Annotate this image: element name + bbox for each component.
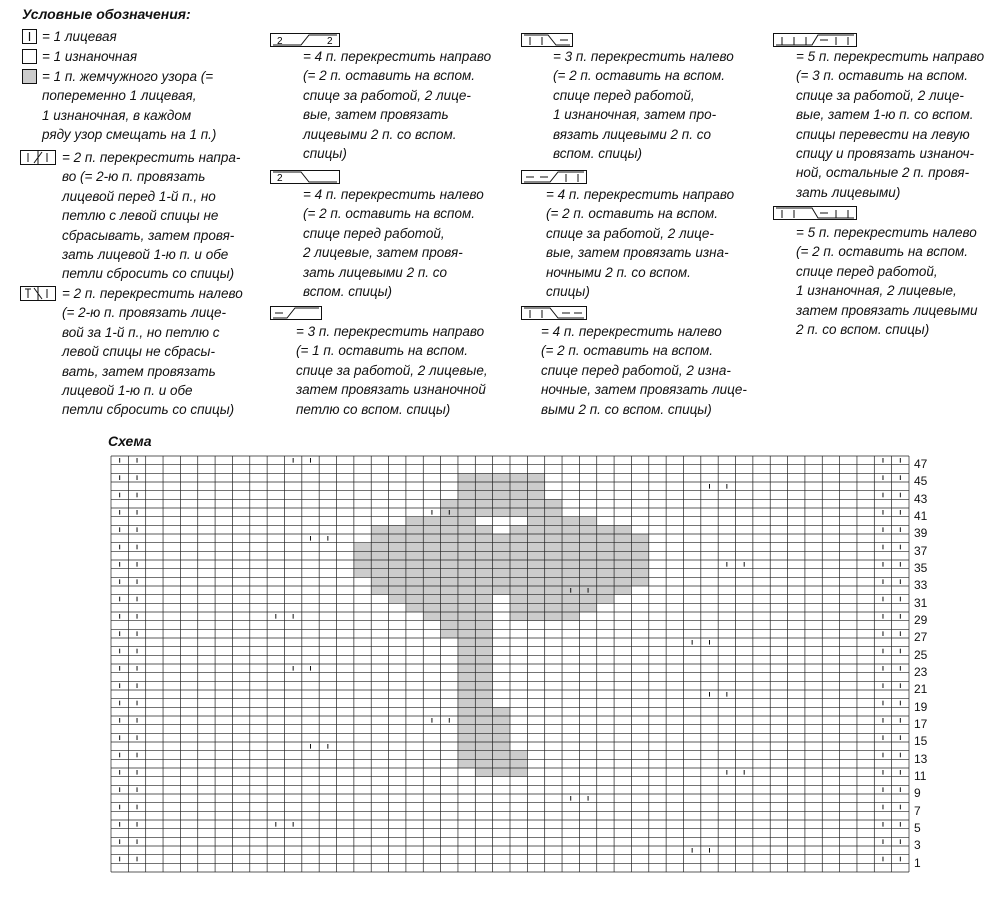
row-number: 7 [914,803,921,818]
row-number: 23 [914,665,928,679]
cross-2-right-icon [20,150,56,165]
legend-c4rp: = 4 п. перекрестить направо (= 2 п. оставить на вспом. спице за работой, 2 лице- вые, затем провязать изна- ночными 2 п. со вспом. спицы) [546,187,735,300]
scheme-title: Схема [108,433,152,449]
row-number: 31 [914,595,928,610]
legend-knit: = 1 лицевая [42,29,117,44]
legend-c5l: = 5 п. перекрестить налево (= 2 п. оставить на вспом. спице перед работой, 1 изнаночная, 2 лицевые, затем провязать лицевыми 2 п. со вспом. спицы) [796,225,978,338]
legend-c4l: = 4 п. перекрестить налево (= 2 п. оставить на вспом. спице перед работой, 2 лицевые, затем провя- зать лицевыми 2 п. со вспом. спицы) [303,187,484,300]
row-number: 29 [914,613,928,627]
cable-4-right-icon [270,33,340,47]
row-number: 25 [914,647,928,662]
chart-grid [110,455,910,873]
seed-stitch-area [354,473,649,776]
purl-symbol-icon [22,49,37,64]
cable-4-left-purl-icon [521,306,587,320]
legend-cr2l: = 2 п. перекрестить налево (= 2-ю п. провязать лице- вой за 1-й п., но петлю с левой спицы не сбрасы- вать, затем провязать лицевой 1-ю п. и обе петли сбросить со спицы) [62,286,243,418]
cross-2-left-icon [20,286,56,301]
cable-3-left-icon [521,33,573,47]
cable-5-left-icon [773,206,857,220]
row-number: 11 [914,769,927,783]
row-number: 5 [914,821,921,835]
row-number: 43 [914,491,928,506]
row-number: 21 [914,682,928,697]
legend-c3r: = 3 п. перекрестить направо (= 1 п. оставить на вспом. спице за работой, 2 лицевые, затем провязать изнаночной петлю со вспом. спицы) [296,324,488,417]
knit-symbol-icon [22,29,37,44]
legend-c3l: = 3 п. перекрестить налево (= 2 п. оставить на вспом. спице перед работой, 1 изнаночная, затем про- вязать лицевыми 2 п. со вспом. спицы) [553,49,734,162]
row-number: 35 [914,561,928,575]
legend-c5r: = 5 п. перекрестить направо (= 3 п. оставить на вспом. спице за работой, 2 лице- вые, затем 1-ю п. со вспом. спицы перевести на левую спицу и провязать изнаноч- ной, остальные 2 п. провя- зать лицевыми) [796,49,985,200]
row-number: 1 [914,855,921,870]
legend-c4r: = 4 п. перекрестить направо (= 2 п. оставить на вспом. спице за работой, 2 лице- вые, затем провязать лицевыми 2 п. со вспом. спицы) [303,49,492,162]
row-number: 47 [914,457,928,471]
row-number: 41 [914,509,928,523]
row-number: 15 [914,734,928,749]
knitting-chart [110,455,910,878]
row-number: 17 [914,717,928,731]
row-number: 27 [914,630,928,645]
grid-lines [111,456,909,872]
cable-4-right-purl-icon [521,170,587,184]
row-number: 13 [914,751,928,766]
svg-text:2: 2 [277,36,283,46]
row-number: 3 [914,838,921,853]
svg-text:2: 2 [327,36,333,46]
cable-3-right-icon [270,306,322,320]
row-number: 19 [914,699,928,714]
cable-4-left-icon [270,170,340,184]
row-number: 39 [914,526,928,541]
legend-seed: = 1 п. жемчужного узора (= попеременно 1 лицевая, 1 изнаночная, в каждом ряду узор смещать на 1 п.) [42,69,217,143]
row-number: 45 [914,474,928,489]
row-number: 9 [914,786,921,801]
cable-5-right-icon [773,33,857,47]
row-number: 33 [914,578,928,593]
seed-symbol-icon [22,69,37,84]
legend-title: Условные обозначения: [22,6,191,22]
row-number: 37 [914,543,928,558]
svg-text:2: 2 [277,173,283,183]
legend-purl: = 1 изнаночная [42,49,138,64]
legend-cr2r: = 2 п. перекрестить напра- во (= 2-ю п. провязать лицевой перед 1-й п., но петлю с левой спицы не сбрасывать, затем провя- зать лицевой 1-ю п. и обе петли сбросить со спицы) [62,150,241,282]
legend-c4lp: = 4 п. перекрестить налево (= 2 п. оставить на вспом. спице перед работой, 2 изна- ночные, затем провязать лице- выми 2 п. со вспом. спицы) [541,324,747,417]
